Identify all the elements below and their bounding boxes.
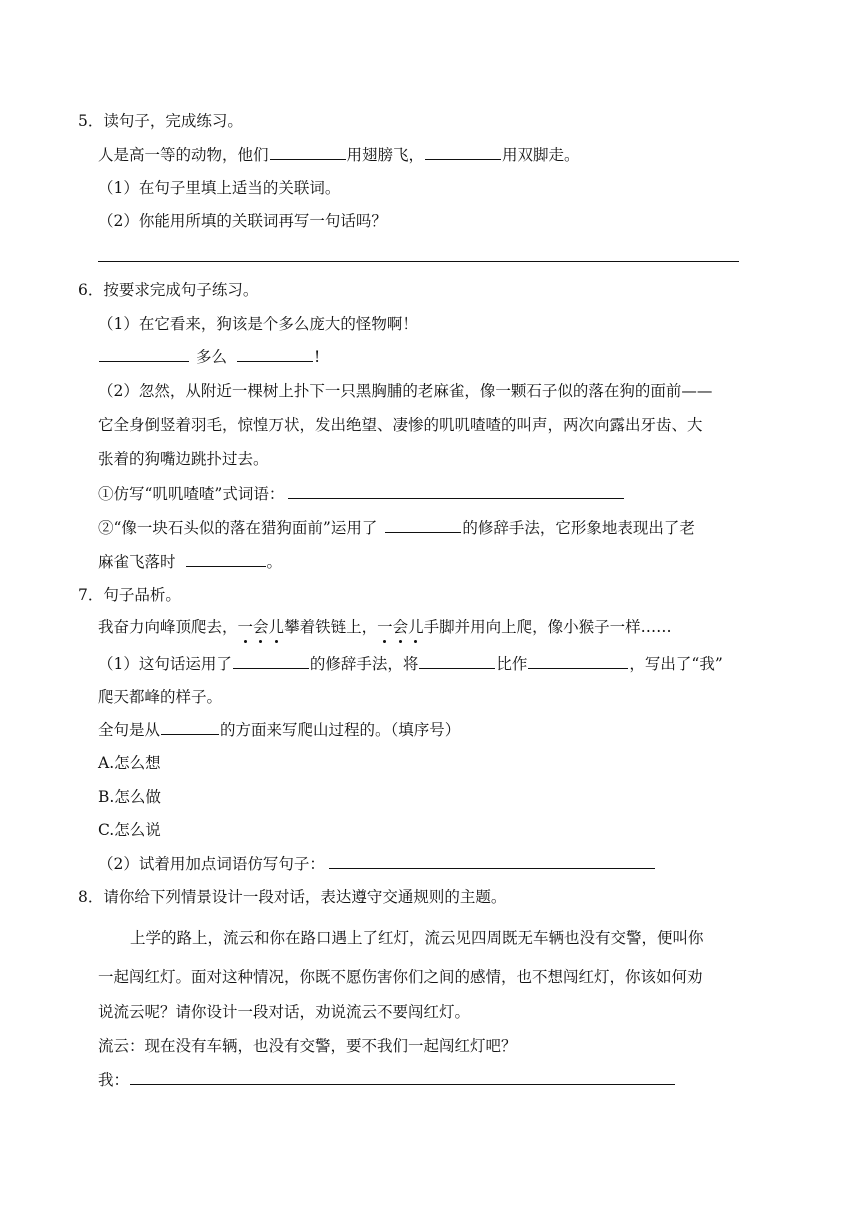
q7-option-b[interactable]: B.怎么做 bbox=[98, 788, 161, 806]
q8-me-blank[interactable] bbox=[130, 1069, 675, 1085]
q5-sub2: （2）你能用所填的关联词再写一句话吗？ bbox=[98, 212, 387, 230]
q5-title: 5．读句子，完成练习。 bbox=[78, 112, 243, 130]
q7-dotted-word-1: 一会儿 bbox=[237, 618, 285, 636]
q6-item2-blank-1[interactable] bbox=[385, 517, 461, 533]
q6-sub2-line-1: （2）忽然，从附近一棵树上扑下一只黑胸脯的老麻雀，像一颗石子似的落在狗的面前—— bbox=[98, 382, 713, 400]
q6-title: 6．按要求完成句子练习。 bbox=[78, 281, 259, 299]
q7-sub1-part-c: 比作 bbox=[496, 655, 528, 673]
q7-whole-part-a: 全句是从 bbox=[98, 721, 161, 739]
q7-title: 7．句子品析。 bbox=[78, 586, 181, 604]
q7-sub1-cont: 爬天都峰的样子。 bbox=[98, 688, 223, 706]
q6-item1-label: ①仿写“叽叽喳喳”式词语： bbox=[98, 485, 285, 503]
q6-item2-part-b: 的修辞手法，它形象地表现出了老 bbox=[462, 519, 695, 537]
q6-pattern-blank-1[interactable] bbox=[99, 346, 189, 362]
q6-item1 bbox=[98, 483, 625, 505]
q7-sentence-part-c: 手脚并用向上爬，像小猴子一样…… bbox=[423, 618, 672, 636]
q6-item2-part-c: 麻雀飞落时 bbox=[98, 553, 176, 571]
q7-sub2-label: （2）试着用加点词语仿写句子： bbox=[98, 855, 325, 873]
q7-sub1-blank-2[interactable] bbox=[419, 653, 495, 669]
q6-pattern-blank-2[interactable] bbox=[237, 346, 313, 362]
q8-me-line bbox=[98, 1069, 676, 1091]
q6-sub1: （1）在它看来，狗该是个多么庞大的怪物啊！ bbox=[98, 315, 418, 333]
q6-sub2-line-2: 它全身倒竖着羽毛，惊惶万状，发出绝望、凄惨的叽叽喳喳的叫声，两次向露出牙齿、大 bbox=[98, 416, 703, 434]
q7-sub1-blank-1[interactable] bbox=[233, 653, 309, 669]
q7-whole-blank[interactable] bbox=[161, 719, 219, 735]
q8-liuyun-line: 流云：现在没有车辆，也没有交警，要不我们一起闯红灯吧？ bbox=[98, 1037, 517, 1055]
q7-sub1-part-b: 的修辞手法，将 bbox=[309, 655, 419, 673]
q7-option-c[interactable]: C.怎么说 bbox=[98, 821, 161, 839]
q5-sentence-part-a: 人是高一等的动物，他们 bbox=[98, 146, 269, 164]
q7-sentence bbox=[98, 616, 672, 638]
q7-sub1-blank-3[interactable] bbox=[528, 653, 628, 669]
q6-pattern bbox=[98, 346, 320, 368]
q7-sub1-part-a: （1）这句话运用了 bbox=[98, 655, 232, 673]
q7-dotted-word-2: 一会儿 bbox=[377, 618, 424, 636]
q6-item2-part-d: 。 bbox=[266, 553, 283, 571]
q7-sub1 bbox=[98, 653, 723, 675]
q8-paragraph-line-1: 上学的路上，流云和你在路口遇上了红灯，流云见四周既无车辆也没有交警，便叫你 bbox=[130, 929, 704, 947]
q6-item2-part-a: ②“像一块石头似的落在猎狗面前”运用了 bbox=[98, 519, 378, 537]
q8-title: 8．请你给下列情景设计一段对话，表达遵守交通规则的主题。 bbox=[78, 888, 507, 906]
q5-sub1: （1）在句子里填上适当的关联词。 bbox=[98, 179, 341, 197]
q7-whole bbox=[98, 719, 460, 741]
q6-item2-cont bbox=[98, 551, 282, 573]
q5-blank-1[interactable] bbox=[270, 144, 346, 160]
q5-answer-line[interactable] bbox=[98, 261, 739, 262]
q6-sub2-line-3: 张着的狗嘴边跳扑过去。 bbox=[98, 450, 269, 468]
q6-item2-blank-2[interactable] bbox=[186, 551, 266, 567]
q5-sentence-part-b: 用翅膀飞， bbox=[346, 146, 425, 164]
q8-paragraph-line-2: 一起闯红灯。面对这种情况，你既不愿伤害你们之间的感情，也不想闯红灯，你该如何劝 bbox=[98, 968, 703, 986]
q5-blank-2[interactable] bbox=[425, 144, 501, 160]
q5-sentence bbox=[98, 144, 580, 166]
q7-sub2 bbox=[98, 853, 656, 875]
q7-whole-part-b: 的方面来写爬山过程的。（填序号） bbox=[220, 721, 461, 739]
q7-option-a[interactable]: A.怎么想 bbox=[98, 754, 161, 772]
q6-pattern-end: ! bbox=[314, 348, 321, 366]
q6-item1-blank[interactable] bbox=[288, 483, 624, 499]
q6-item2 bbox=[98, 517, 695, 539]
q7-sub2-blank[interactable] bbox=[329, 853, 655, 869]
q5-sentence-part-c: 用双脚走。 bbox=[502, 146, 580, 164]
q8-me-label: 我： bbox=[98, 1071, 130, 1089]
q8-paragraph-line-3: 说流云呢？请你设计一段对话，劝说流云不要闯红灯。 bbox=[98, 1003, 471, 1021]
q7-sentence-part-a: 我奋力向峰顶爬去， bbox=[98, 618, 238, 636]
q7-sentence-part-b: 攀着铁链上， bbox=[284, 618, 378, 636]
q7-sub1-part-d: ，写出了“我” bbox=[629, 655, 723, 673]
q6-pattern-mid: 多么 bbox=[196, 348, 228, 366]
